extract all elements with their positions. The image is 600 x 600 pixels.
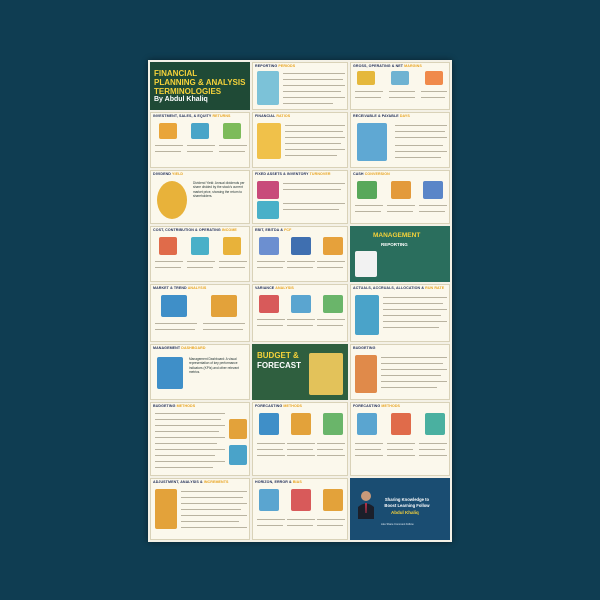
- section-investment-returns: [150, 112, 250, 168]
- ebit-icon: [259, 237, 279, 255]
- quantitative-icon: [323, 413, 343, 435]
- title-line-1: FINANCIAL PLANNING & ANALYSIS TERMINOLOGIES: [154, 69, 246, 96]
- dashboard-icon: [157, 357, 183, 389]
- adjustment-icon: [155, 489, 177, 529]
- time-series-icon: [357, 413, 377, 435]
- qualitative-icon: [291, 413, 311, 435]
- equity-icon: [191, 123, 209, 139]
- section-heading: DIVIDEND YIELD: [153, 172, 184, 176]
- invoice-icon: [357, 123, 387, 161]
- forecast-label: FORECAST: [257, 361, 301, 370]
- money-icon: [159, 123, 177, 139]
- author-name: Abdul Khaliq: [391, 510, 419, 515]
- management-reporting-banner: [350, 226, 450, 282]
- boxes-icon: [257, 201, 279, 219]
- infographic-poster: [148, 60, 452, 542]
- section-fixed-assets-inventory: [252, 170, 348, 224]
- management-label: MANAGEMENT: [373, 232, 421, 239]
- report-icon: [355, 251, 377, 277]
- section-heading: EBIT, EBITDA & FCF: [255, 228, 292, 232]
- section-heading: MANAGEMENT DASHBOARD: [153, 346, 206, 350]
- section-heading: FORECASTING METHODS: [353, 404, 401, 408]
- fcf-icon: [323, 237, 343, 255]
- budget-forecast-banner: [252, 344, 348, 400]
- poster-title-block: [150, 62, 250, 110]
- assets-icon: [223, 123, 241, 139]
- forecast-icon: [259, 413, 279, 435]
- byline: By Abdul Khaliq: [154, 96, 208, 103]
- section-budgeting-methods: [150, 402, 250, 476]
- horizon-icon: [259, 489, 279, 511]
- section-heading: ACTUALS, ACCRUALS, ALLOCATION & RUN RATE: [353, 286, 445, 290]
- planning-icon: [229, 445, 247, 465]
- section-actuals-accruals: [350, 284, 450, 342]
- dividend-coin-icon: [157, 181, 187, 219]
- section-horizon-error-bias: [252, 478, 348, 540]
- section-heading: CASH CONVERSION: [353, 172, 390, 176]
- author-photo: [357, 489, 375, 519]
- cash-icon: [357, 181, 377, 199]
- comparison-icon: [291, 295, 311, 313]
- section-heading: BUDGETING: [353, 346, 376, 350]
- variance-icon: [259, 295, 279, 313]
- section-heading: ADJUSTMENT, ANALYSIS & INCREMENTS: [153, 480, 229, 484]
- section-receivable-payable: [350, 112, 450, 168]
- reporting-label: REPORTING: [381, 242, 408, 247]
- budget-label: BUDGET &: [257, 351, 299, 360]
- actuals-icon: [355, 295, 379, 335]
- section-heading: INVESTMENT, SALES, & EQUITY RETURNS: [153, 114, 231, 118]
- error-icon: [291, 489, 311, 511]
- market-icon: [161, 295, 187, 317]
- chart-icon: [357, 71, 375, 85]
- contribution-icon: [191, 237, 209, 255]
- budget-chart-icon: [309, 353, 343, 395]
- section-heading: REPORTING PERIODS: [255, 64, 296, 68]
- section-heading: FORECASTING METHODS: [255, 404, 303, 408]
- coins-icon: [425, 71, 443, 85]
- section-heading: MARKET & TREND ANALYSIS: [153, 286, 207, 290]
- cost-icon: [159, 237, 177, 255]
- section-ebit-ebitda-fcf: [252, 226, 348, 282]
- budget-icon: [355, 355, 377, 393]
- social-actions: Like Share Comment Follow: [381, 523, 414, 526]
- section-forecasting-methods-2: [350, 402, 450, 476]
- calendar-icon: [257, 71, 279, 105]
- section-margins: [350, 62, 450, 110]
- section-heading: FIXED ASSETS & INVENTORY TURNOVER: [255, 172, 331, 176]
- section-market-trend: [150, 284, 250, 342]
- section-heading: HORIZON, ERROR & BIAS: [255, 480, 302, 484]
- trend-icon: [211, 295, 237, 317]
- section-reporting-periods: [252, 62, 348, 110]
- gauge-icon: [391, 71, 409, 85]
- moving-average-icon: [391, 413, 411, 435]
- section-heading: COST, CONTRIBUTION & OPERATING INCOME: [153, 228, 237, 232]
- section-forecasting-methods: [252, 402, 348, 476]
- payable-icon: [423, 181, 443, 199]
- smoothing-icon: [425, 413, 445, 435]
- section-heading: VARIANCE ANALYSIS: [255, 286, 294, 290]
- section-management-dashboard: [150, 344, 250, 400]
- section-cost-contribution: [150, 226, 250, 282]
- section-financial-ratios: [252, 112, 348, 168]
- section-heading: BUDGETING METHODS: [153, 404, 196, 408]
- factory-icon: [257, 181, 279, 199]
- sensitivity-icon: [323, 295, 343, 313]
- section-heading: RECEIVABLE & PAYABLE DAYS: [353, 114, 410, 118]
- ratio-icon: [257, 123, 281, 159]
- section-budgeting: [350, 344, 450, 400]
- ebitda-icon: [291, 237, 311, 255]
- section-adjustment-analysis: [150, 478, 250, 540]
- section-variance-analysis: [252, 284, 348, 342]
- author-message: Sharing Knowledge to Boost Learning Follow: [384, 497, 430, 508]
- dividend-text: Dividend Yield: Annual dividends per share divided by the stock's current market price, showing the return to shareholders.: [193, 181, 245, 199]
- author-follow-panel: [350, 478, 450, 540]
- methods-icon: [229, 419, 247, 439]
- dashboard-text: Management Dashboard: A visual representation of key performance indicators (KPIs) and other relevant metrics.: [189, 357, 239, 375]
- section-heading: GROSS, OPERATING & NET MARGINS: [353, 64, 422, 68]
- days-icon: [391, 181, 411, 199]
- bias-icon: [323, 489, 343, 511]
- section-heading: FINANCIAL RATIOS: [255, 114, 291, 118]
- section-dividend-yield: [150, 170, 250, 224]
- section-cash-conversion: [350, 170, 450, 224]
- income-icon: [223, 237, 241, 255]
